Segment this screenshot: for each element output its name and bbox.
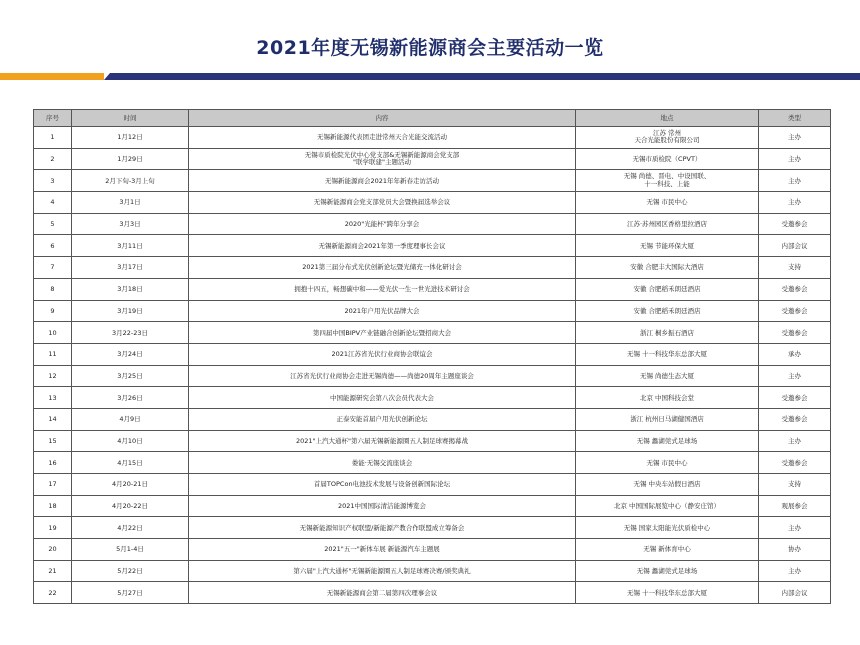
cell-time: 3月18日 xyxy=(72,278,189,300)
table-body xyxy=(34,127,831,604)
table-row xyxy=(34,582,831,604)
cell-time: 3月11日 xyxy=(72,235,189,257)
cell-location: 北京 中国科技会堂 xyxy=(576,387,759,409)
cell-location: 无锡 十一科技华东总部大厦 xyxy=(576,343,759,365)
table-row xyxy=(34,430,831,452)
cell-location: 安徽 合肥稻禾朗廷酒店 xyxy=(576,278,759,300)
cell-content: 中国能源研究会第八次会员代表大会 xyxy=(189,387,576,409)
cell-index: 10 xyxy=(34,322,72,344)
cell-location: 安徽 合肥丰大国际大酒店 xyxy=(576,257,759,279)
table-row xyxy=(34,365,831,387)
cell-type: 主办 xyxy=(759,148,831,170)
cell-index: 13 xyxy=(34,387,72,409)
cell-time: 3月17日 xyxy=(72,257,189,279)
cell-type: 受邀参会 xyxy=(759,213,831,235)
cell-location: 浙江 桐乡振石酒店 xyxy=(576,322,759,344)
cell-location: 无锡 节能环保大厦 xyxy=(576,235,759,257)
cell-type: 观展参会 xyxy=(759,495,831,517)
table-row xyxy=(34,235,831,257)
cell-location: 无锡 市民中心 xyxy=(576,452,759,474)
title-underline-orange xyxy=(0,73,104,80)
cell-type: 协办 xyxy=(759,539,831,561)
cell-type: 受邀参会 xyxy=(759,278,831,300)
cell-time: 4月20-21日 xyxy=(72,474,189,496)
cell-content: 无锡新能源商会第二届第四次理事会议 xyxy=(189,582,576,604)
cell-time: 4月10日 xyxy=(72,430,189,452)
cell-content: 正泰安能首届户用光伏创新论坛 xyxy=(189,408,576,430)
table-row xyxy=(34,322,831,344)
cell-time: 4月9日 xyxy=(72,408,189,430)
table-row xyxy=(34,257,831,279)
table-row xyxy=(34,300,831,322)
cell-index: 15 xyxy=(34,430,72,452)
table-row xyxy=(34,452,831,474)
cell-type: 受邀参会 xyxy=(759,322,831,344)
cell-type: 受邀参会 xyxy=(759,387,831,409)
cell-time: 1月29日 xyxy=(72,148,189,170)
cell-content: 无锡新能源代表团走进常州天合光能交流活动 xyxy=(189,127,576,149)
table-row xyxy=(34,213,831,235)
cell-type: 支持 xyxy=(759,474,831,496)
cell-type: 受邀参会 xyxy=(759,408,831,430)
cell-content: 2021中国国际清洁能源博览会 xyxy=(189,495,576,517)
cell-content: 2021江苏省光伏行业商协会联谊会 xyxy=(189,343,576,365)
cell-type: 受邀参会 xyxy=(759,452,831,474)
cell-index: 6 xyxy=(34,235,72,257)
cell-index: 19 xyxy=(34,517,72,539)
title-underline-navy xyxy=(110,73,860,80)
cell-content: 2021"五一"新体车展 新能源汽车主题展 xyxy=(189,539,576,561)
cell-location: 江苏 常州 天合光能股份有限公司 xyxy=(576,127,759,149)
table-row xyxy=(34,387,831,409)
activity-table xyxy=(33,109,831,604)
header-content: 内容 xyxy=(189,110,576,127)
cell-content: 第六届"上汽大通杯"无锡新能源圈五人制足球赛决赛/颁奖典礼 xyxy=(189,560,576,582)
cell-time: 4月15日 xyxy=(72,452,189,474)
cell-time: 4月22日 xyxy=(72,517,189,539)
cell-time: 3月24日 xyxy=(72,343,189,365)
cell-index: 20 xyxy=(34,539,72,561)
table-row xyxy=(34,127,831,149)
table-row xyxy=(34,539,831,561)
cell-index: 16 xyxy=(34,452,72,474)
cell-content: 拥抱十四五，畅想碳中和——爱光伏一生一世光进技术研讨会 xyxy=(189,278,576,300)
cell-index: 9 xyxy=(34,300,72,322)
cell-content: 2021"上汽大通杯"第六届无锡新能源圈五人制足球赛揭幕战 xyxy=(189,430,576,452)
table-row xyxy=(34,474,831,496)
cell-content: 无锡市质检院光伏中心党支部&无锡新能源商会党支部 "联学联建"主题活动 xyxy=(189,148,576,170)
cell-content: 江苏省光伏行业商协会走进无锡尚德——尚德20周年主题座谈会 xyxy=(189,365,576,387)
cell-time: 3月25日 xyxy=(72,365,189,387)
cell-index: 1 xyxy=(34,127,72,149)
cell-type: 主办 xyxy=(759,517,831,539)
cell-location: 江苏·苏州园区香格里拉酒店 xyxy=(576,213,759,235)
cell-time: 3月1日 xyxy=(72,192,189,214)
cell-time: 5月27日 xyxy=(72,582,189,604)
cell-time: 3月26日 xyxy=(72,387,189,409)
cell-index: 5 xyxy=(34,213,72,235)
cell-index: 8 xyxy=(34,278,72,300)
table-row xyxy=(34,148,831,170)
cell-location: 无锡 中央车站假日酒店 xyxy=(576,474,759,496)
table-row xyxy=(34,192,831,214)
cell-location: 无锡 市民中心 xyxy=(576,192,759,214)
cell-index: 7 xyxy=(34,257,72,279)
cell-content: 2020"光能杯"跨年分享会 xyxy=(189,213,576,235)
header-time: 时间 xyxy=(72,110,189,127)
cell-location: 无锡 蠡湖莞式足球场 xyxy=(576,560,759,582)
cell-index: 2 xyxy=(34,148,72,170)
cell-type: 内部会议 xyxy=(759,235,831,257)
cell-time: 3月19日 xyxy=(72,300,189,322)
cell-index: 12 xyxy=(34,365,72,387)
cell-index: 17 xyxy=(34,474,72,496)
cell-type: 内部会议 xyxy=(759,582,831,604)
cell-content: 无锡新能源商会党支部党员大会暨换届选举会议 xyxy=(189,192,576,214)
cell-time: 3月22-23日 xyxy=(72,322,189,344)
cell-type: 主办 xyxy=(759,192,831,214)
cell-index: 14 xyxy=(34,408,72,430)
cell-time: 3月3日 xyxy=(72,213,189,235)
cell-index: 22 xyxy=(34,582,72,604)
header-index: 序号 xyxy=(34,110,72,127)
cell-content: 第四届中国BIPV产业链融合创新论坛暨招商大会 xyxy=(189,322,576,344)
cell-location: 北京 中国国际展览中心（静安庄馆） xyxy=(576,495,759,517)
cell-type: 支持 xyxy=(759,257,831,279)
cell-type: 主办 xyxy=(759,127,831,149)
cell-location: 无锡 国家太阳能光伏质检中心 xyxy=(576,517,759,539)
table-row xyxy=(34,560,831,582)
cell-index: 11 xyxy=(34,343,72,365)
cell-time: 5月1-4日 xyxy=(72,539,189,561)
cell-index: 21 xyxy=(34,560,72,582)
cell-type: 主办 xyxy=(759,365,831,387)
table-row xyxy=(34,517,831,539)
cell-content: 娄能·无锡交流座谈会 xyxy=(189,452,576,474)
cell-type: 主办 xyxy=(759,560,831,582)
cell-location: 无锡 尚德生态大厦 xyxy=(576,365,759,387)
cell-content: 无锡新能源商会2021年年新春走访活动 xyxy=(189,170,576,192)
cell-time: 4月20-22日 xyxy=(72,495,189,517)
cell-content: 无锡新能源知识产权联盟/新能源产教合作联盟成立筹备会 xyxy=(189,517,576,539)
cell-index: 4 xyxy=(34,192,72,214)
cell-type: 主办 xyxy=(759,170,831,192)
table-row xyxy=(34,408,831,430)
cell-location: 浙江 杭州日马湖健国酒店 xyxy=(576,408,759,430)
cell-location: 安徽 合肥稻禾朗廷酒店 xyxy=(576,300,759,322)
cell-type: 受邀参会 xyxy=(759,300,831,322)
cell-location: 无锡 十一科技华东总部大厦 xyxy=(576,582,759,604)
cell-content: 2021第三届分布式光伏创新论坛暨光储充一体化研讨会 xyxy=(189,257,576,279)
table-row xyxy=(34,343,831,365)
cell-type: 主办 xyxy=(759,430,831,452)
page-title: 2021年度无锡新能源商会主要活动一览 xyxy=(256,37,604,59)
table-row xyxy=(34,170,831,192)
header-location: 地点 xyxy=(576,110,759,127)
cell-time: 2月下旬-3月上旬 xyxy=(72,170,189,192)
cell-location: 无锡市质检院（CPVT） xyxy=(576,148,759,170)
cell-content: 首届TOPCon电池技术发展与设备创新国际论坛 xyxy=(189,474,576,496)
cell-location: 无锡 蠡湖莞式足球场 xyxy=(576,430,759,452)
cell-location: 无锡 新体育中心 xyxy=(576,539,759,561)
cell-content: 无锡新能源商会2021年第一季度理事长会议 xyxy=(189,235,576,257)
table-row xyxy=(34,278,831,300)
cell-index: 3 xyxy=(34,170,72,192)
table-header-row xyxy=(34,110,831,127)
cell-index: 18 xyxy=(34,495,72,517)
cell-content: 2021年户用光伏品牌大会 xyxy=(189,300,576,322)
cell-type: 承办 xyxy=(759,343,831,365)
cell-time: 1月12日 xyxy=(72,127,189,149)
cell-location: 无锡 尚德、晋电、中设国联、 十一科技、上能 xyxy=(576,170,759,192)
header-type: 类型 xyxy=(759,110,831,127)
activity-table-container xyxy=(33,109,830,604)
cell-time: 5月22日 xyxy=(72,560,189,582)
table-row xyxy=(34,495,831,517)
